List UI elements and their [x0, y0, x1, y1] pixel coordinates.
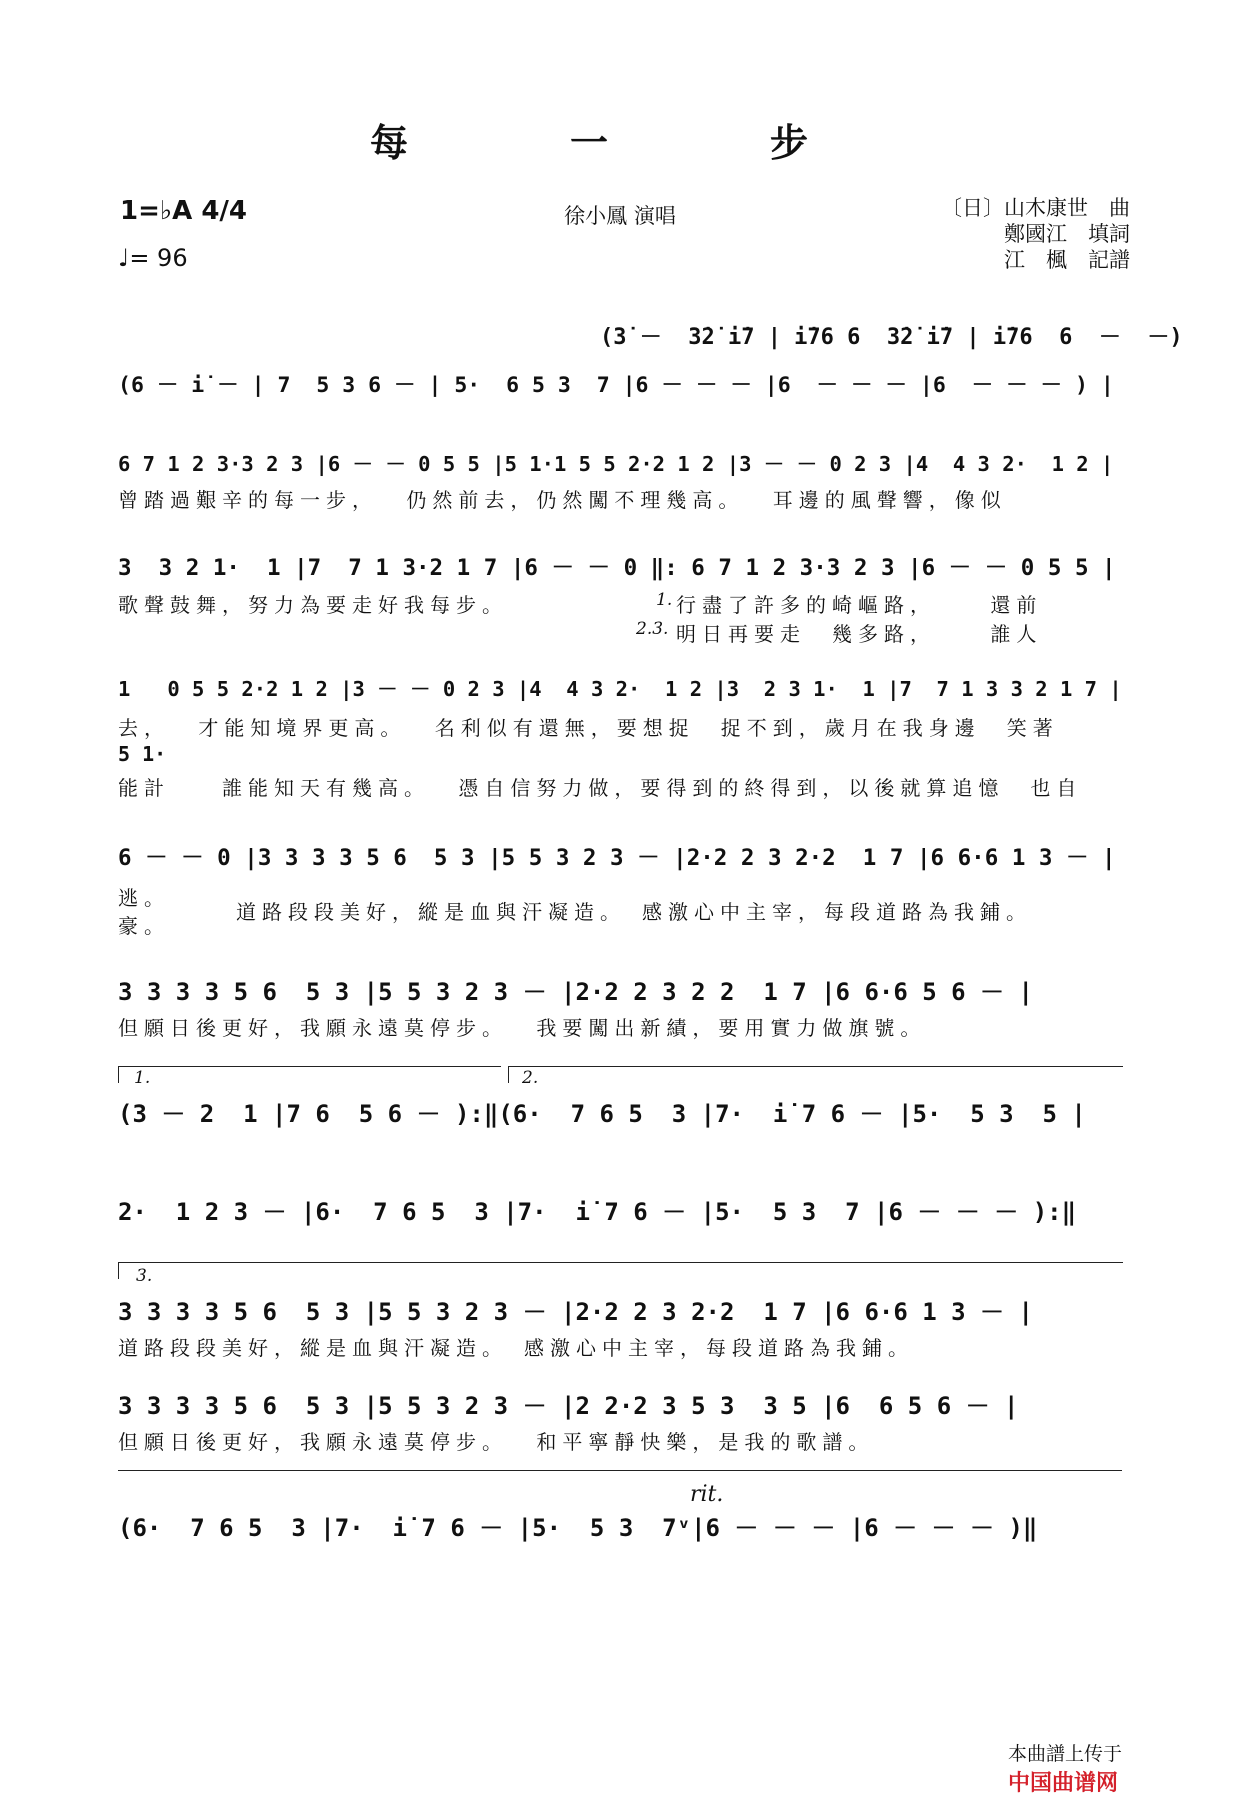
lyric-line-2: 曾踏過艱辛的每一步， 仍然前去，仍然闖不理幾高。 耳邊的風聲響，像似 — [118, 488, 1007, 512]
score-line-2: 6 7 1 2 3·3 2 3 |6 － － 0 5 5 |5 1·1 5 5 2·2 1 2 |3 － － 0 2 3 |4 4 3 2· 1 2 | — [118, 452, 1114, 476]
ending-3-label: 3. — [136, 1266, 153, 1286]
site-logo[interactable]: 中国曲谱网 — [1007, 1771, 1118, 1796]
transcriber-credit: 江 楓 記譜 — [1004, 248, 1130, 272]
lyric-verse-23: 明日再要走 幾多路， 誰人 — [676, 622, 1043, 646]
lyric-line-6: 但願日後更好，我願永遠莫停步。 我要闖出新績，要用實力做旗號。 — [118, 1016, 927, 1040]
score-line-11: (6· 7 6 5 3 |7· i̇ 7 6 － |5· 5 3 7ᵛ|6 － － － |6 － － － )‖ — [118, 1514, 1038, 1542]
score-line-3: 3 3 2 1· 1 |7 7 1 3·2 1 7 |6 － － 0 ‖: 6 7 1 2 3·3 2 3 |6 － － 0 5 5 | — [118, 555, 1116, 581]
footer-credit — [996, 1717, 1122, 1797]
score-line-1: (6 － i̇ － | 7 5 3 6 － | 5· 6 5 3 7 |6 － － － |6 － － － |6 － － － ) | — [118, 373, 1114, 398]
lyric-line-5-end1: 逃。 — [118, 886, 170, 910]
composer-credit: 〔日〕山木康世 曲 — [941, 196, 1130, 220]
lyric-line-5: 道路段段美好，縱是血與汗凝造。 感激心中主宰，每段道路為我鋪。 — [236, 900, 1032, 924]
score-line-8: 2· 1 2 3 － |6· 7 6 5 3 |7· i̇ 7 6 － |5· 5 3 7 |6 － － － ):‖ — [118, 1198, 1077, 1226]
ending-1-bracket — [118, 1066, 501, 1083]
lyric-line-3: 歌聲鼓舞，努力為要走好我每步。 — [118, 593, 508, 617]
key-signature: 1=♭A 4/4 — [120, 196, 247, 226]
ending-2-label: 2. — [522, 1068, 539, 1088]
ritardando-marking: rit. — [690, 1482, 724, 1507]
lyric-line-4a: 去， 才能知境界更高。 名利似有還無，要想捉 捉不到，歲月在我身邊 笑著 — [118, 716, 1059, 740]
coda-line — [118, 1470, 1122, 1487]
ending-3-bracket — [118, 1262, 1123, 1279]
ending-1-label: 1. — [134, 1068, 151, 1088]
verse-23-label: 2.3. — [636, 619, 669, 639]
score-line-9: 3 3 3 3 5 6 5 3 |5 5 3 2 3 － |2·2 2 3 2·2 1 7 |6 6·6 1 3 － | — [118, 1298, 1033, 1326]
footer-prefix: 本曲譜上传于 — [1007, 1743, 1122, 1765]
singer-credit: 徐小鳳 演唱 — [564, 204, 676, 228]
score-line-4-alt: 5 1· — [118, 742, 167, 766]
score-line-6: 3 3 3 3 5 6 5 3 |5 5 3 2 3 － |2·2 2 3 2 2 1 7 |6 6·6 5 6 － | — [118, 978, 1033, 1006]
verse-1-label: 1. — [656, 590, 673, 610]
song-title: 每 一 步 — [369, 120, 870, 165]
lyric-verse-1: 行盡了許多的崎嶇路， 還前 — [676, 593, 1043, 617]
lyric-line-5-end2: 豪。 — [118, 914, 170, 938]
ending-2-bracket — [508, 1066, 1123, 1083]
score-line-4: 1 0 5 5 2·2 1 2 |3 － － 0 2 3 |4 4 3 2· 1 2 |3 2 3 1· 1 |7 7 1 3 3 2 1 7 | — [118, 677, 1122, 701]
score-line-7: (3 － 2 1 |7 6 5 6 － ):‖(6· 7 6 5 3 |7· i̇ 7 6 － |5· 5 3 5 | — [118, 1100, 1086, 1128]
lyric-line-10: 但願日後更好，我願永遠莫停步。 和平寧靜快樂，是我的歌譜。 — [118, 1430, 875, 1454]
intro-upper-line: (3̇ － 3̇2̇ i̇7 | i̇76 6 3̇2̇ i̇7 | i̇76 6 － －) — [600, 325, 1183, 350]
lyric-line-9: 道路段段美好，縱是血與汗凝造。 感激心中主宰，每段道路為我鋪。 — [118, 1336, 914, 1360]
lyricist-credit: 鄭國江 填詞 — [1004, 222, 1130, 246]
lyric-line-4b: 能計 誰能知天有幾高。 憑自信努力做，要得到的終得到，以後就算追憶 也自 — [118, 776, 1083, 800]
score-line-10: 3 3 3 3 5 6 5 3 |5 5 3 2 3 － |2 2·2 3 5 3 3 5 |6 6 5 6 － | — [118, 1392, 1019, 1420]
score-line-5: 6 － － 0 |3 3 3 3 5 6 5 3 |5 5 3 2 3 － |2·2 2 3 2·2 1 7 |6 6·6 1 3 － | — [118, 845, 1116, 871]
tempo-marking: ♩= 96 — [118, 244, 188, 272]
